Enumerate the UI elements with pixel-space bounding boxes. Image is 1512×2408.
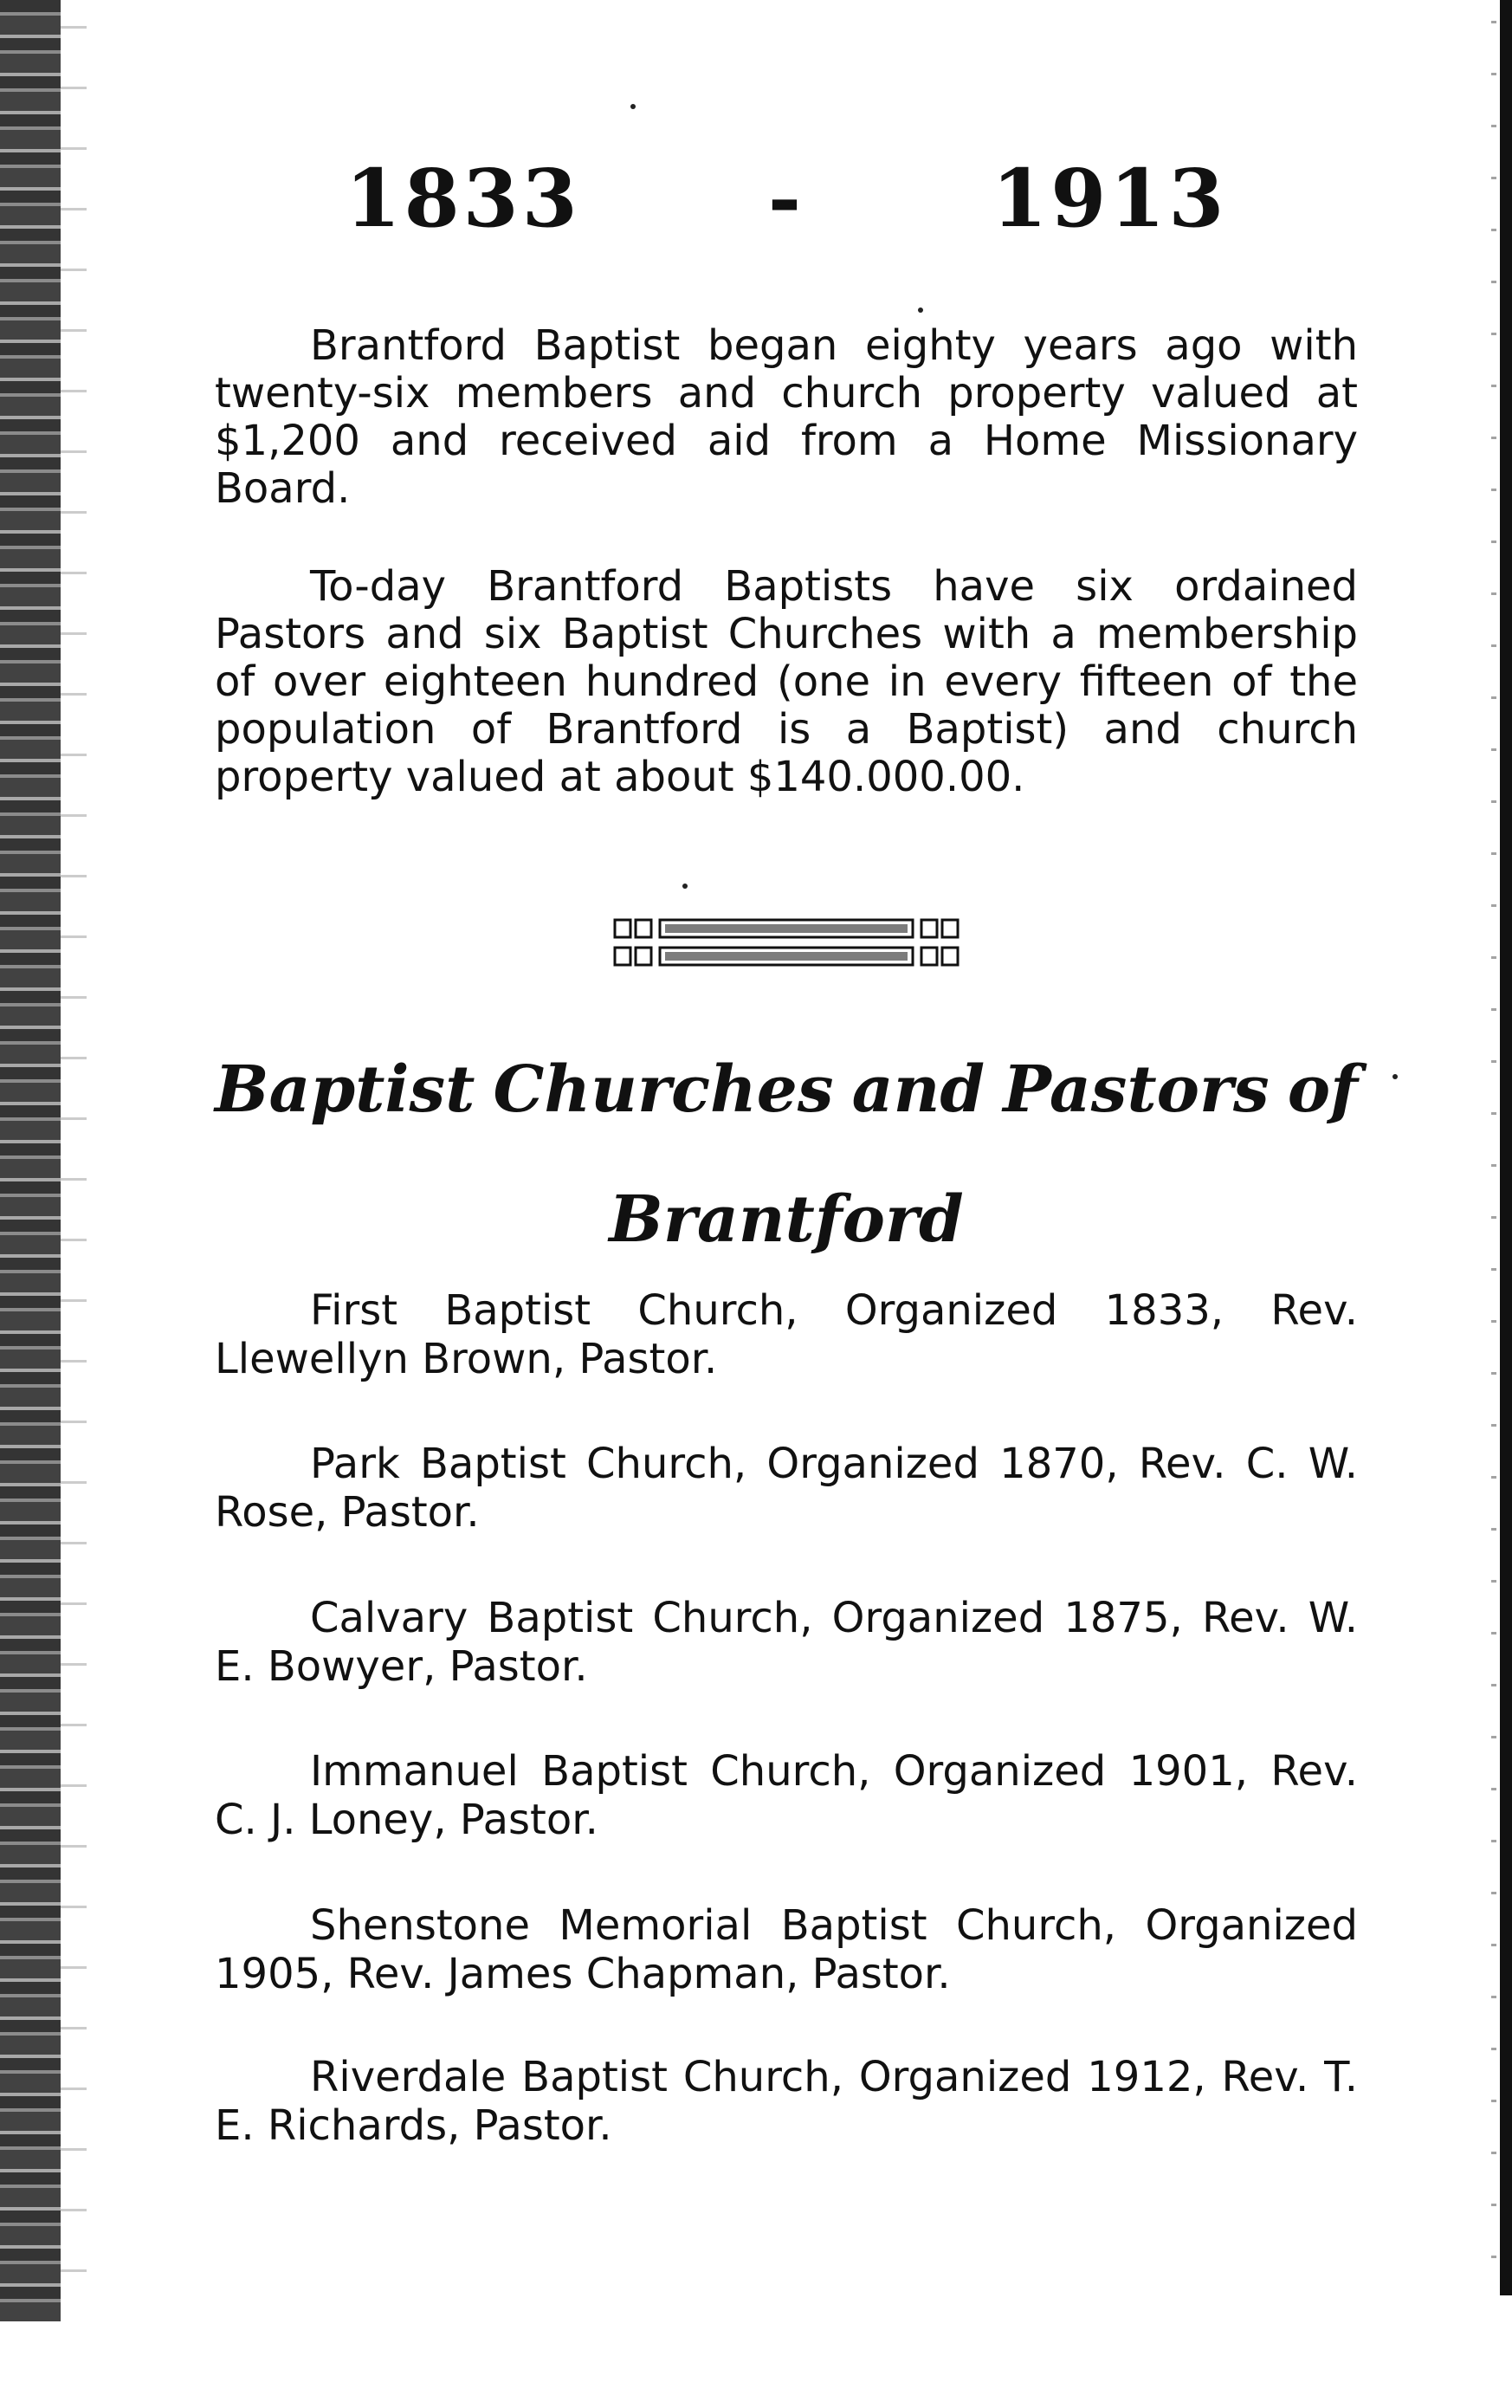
scan-edge-right <box>1500 0 1512 2295</box>
year-dash: - <box>767 152 805 245</box>
church-entry: Immanuel Baptist Church, Organized 1901, Rev. C. J. Loney, Pastor. <box>215 1747 1358 1844</box>
scan-speck <box>1392 1074 1398 1079</box>
section-title-word: and <box>851 1052 985 1127</box>
church-entry: Calvary Baptist Church, Organized 1875, Rev. W. E. Bowyer, Pastor. <box>215 1594 1358 1691</box>
church-entry: Riverdale Baptist Church, Organized 1912, Rev. T. E. Richards, Pastor. <box>215 2053 1358 2150</box>
year-start: 1833 <box>345 152 581 245</box>
section-title-word: Baptist <box>215 1052 475 1127</box>
church-entry: First Baptist Church, Organized 1833, Rev. Llewellyn Brown, Pastor. <box>215 1286 1358 1383</box>
year-range-heading <box>215 152 1358 245</box>
section-title-word: Churches <box>493 1052 834 1127</box>
ornament-divider <box>613 916 960 970</box>
scan-edge-left <box>0 0 61 2321</box>
church-entry: Shenstone Memorial Baptist Church, Organized 1905, Rev. James Chapman, Pastor. <box>215 1901 1358 1998</box>
history-paragraph: Brantford Baptist began eighty years ago with twenty-six members and church property valued at $1,200 and received aid from a Home Missionary Board. <box>215 321 1358 513</box>
today-paragraph: To-day Brantford Baptists have six ordained Pastors and six Baptist Churches with a membership of over eighteen hundred (one in every fifteen of the population of Brantford is a Baptist) and church property valued at about $140.000.00. <box>215 562 1358 801</box>
scan-speck <box>630 104 636 109</box>
scan-speck <box>918 307 923 313</box>
scan-speck <box>682 884 688 889</box>
year-end: 1913 <box>992 152 1228 245</box>
section-title-line1 <box>215 1052 1358 1127</box>
section-title-word: of <box>1287 1052 1358 1127</box>
section-title-line2: Brantford <box>609 1182 964 1257</box>
church-entry: Park Baptist Church, Organized 1870, Rev. C. W. Rose, Pastor. <box>215 1440 1358 1537</box>
section-title-word: Pastors <box>1003 1052 1270 1127</box>
